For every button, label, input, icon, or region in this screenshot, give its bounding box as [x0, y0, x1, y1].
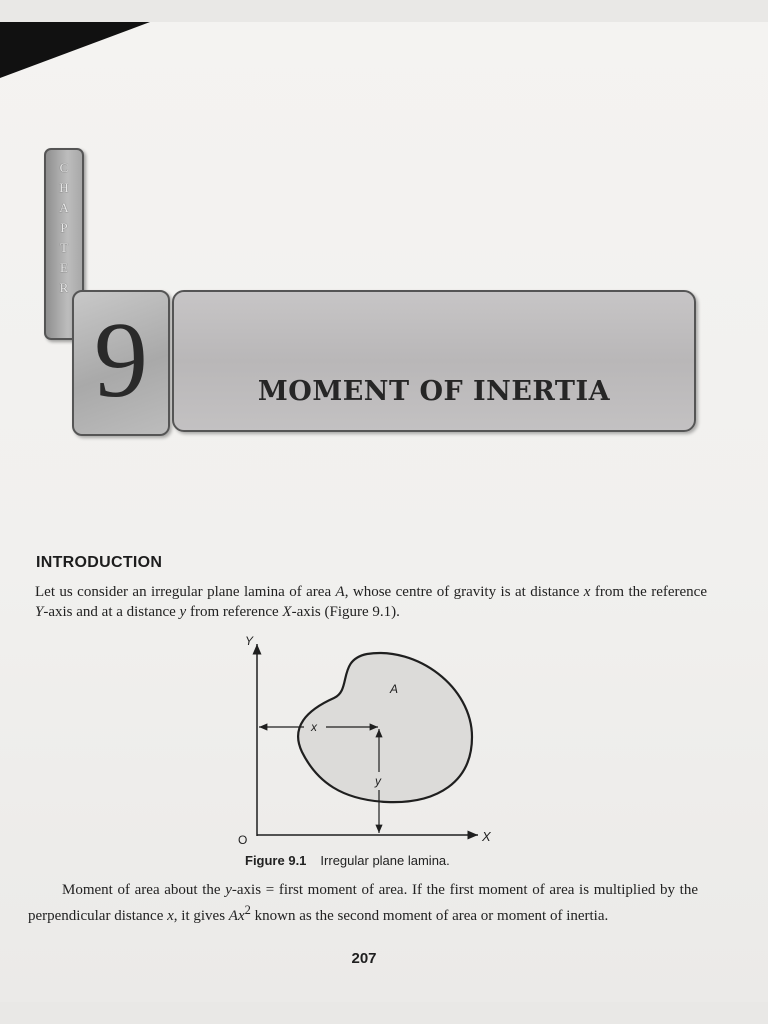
y-axis-label: Y: [245, 634, 254, 648]
math-symbol: A: [335, 584, 345, 600]
math-symbol: X: [282, 604, 292, 620]
x-axis-label: X: [482, 829, 491, 844]
figure-label: Figure 9.1: [245, 853, 307, 868]
figure-caption-text: Irregular plane lamina.: [320, 853, 450, 868]
area-label: A: [390, 682, 399, 696]
chapter-letter: E: [60, 260, 68, 275]
chapter-letter: A: [59, 200, 69, 215]
text-run: Let us consider an irregular plane lamina of area: [35, 584, 336, 600]
figure-irregular-lamina: [222, 632, 512, 852]
text-run: -axis = first moment of area. If the first moment of area is multiplied by the perpendicular distance: [28, 882, 698, 924]
chapter-number: 9: [94, 301, 148, 420]
text-run: Moment of area about the: [62, 882, 226, 898]
chapter-title: MOMENT OF INERTIA: [257, 376, 611, 407]
chapter-letter: C: [59, 160, 69, 175]
math-symbol: y: [225, 882, 232, 898]
chapter-letter: T: [60, 240, 68, 255]
chapter-letter: R: [59, 280, 69, 295]
chapter-number-box: [72, 290, 170, 436]
x-distance-label: x: [311, 720, 317, 734]
section-heading: INTRODUCTION: [36, 554, 163, 571]
math-symbol: x: [583, 584, 591, 600]
page-corner-shadow: [0, 22, 150, 78]
intro-paragraph: [35, 582, 707, 622]
text-run: -axis and at a distance: [43, 604, 180, 620]
text-run: from the reference: [590, 584, 707, 600]
text-run: , whose centre of gravity is at distance: [344, 584, 584, 600]
text-run: , it gives: [173, 908, 229, 924]
chapter-letter: H: [59, 180, 69, 195]
chapter-tab-letters: [46, 158, 82, 298]
y-distance-label: y: [375, 774, 381, 788]
page-number: 207: [351, 950, 377, 967]
math-symbol: x: [167, 908, 174, 924]
lamina-shape: [298, 653, 472, 802]
text-run: from reference: [186, 604, 283, 620]
chapter-letter: P: [60, 220, 68, 235]
body-paragraph: [28, 880, 698, 926]
text-run: -axis (Figure 9.1).: [291, 604, 400, 620]
figure-caption: [245, 853, 450, 868]
chapter-title-box: [172, 290, 696, 432]
text-run: known as the second moment of area or moment of inertia.: [250, 908, 609, 924]
math-symbol: y: [179, 604, 187, 620]
math-symbol: Ax: [228, 908, 245, 924]
origin-label: O: [238, 833, 248, 847]
math-symbol: Y: [35, 604, 44, 620]
superscript: 2: [244, 903, 251, 917]
